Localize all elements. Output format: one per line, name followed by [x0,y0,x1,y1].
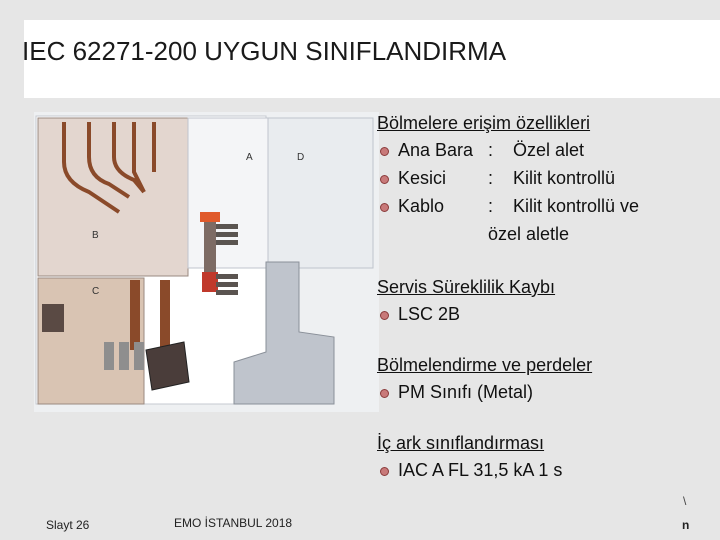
item-text: IAC A FL 31,5 kA 1 s [398,460,563,480]
list-item [377,378,592,406]
iac-heading: İç ark sınıflandırması [377,433,545,453]
earthing-switch [42,304,64,332]
item-value: Kilit kontrollü [513,168,616,188]
item-label: Kablo [398,196,445,216]
switchgear-cross-section-figure [34,112,379,412]
item-separator: : [488,140,494,160]
compartment-label-a: A [246,152,253,163]
partition-section [377,352,592,406]
footer-right-text: n [682,518,690,532]
voltage-transformer [146,342,189,390]
partition-heading: Bölmelendirme ve perdeler [377,355,593,375]
list-item [377,456,563,484]
item-value: Kilit kontrollü ve [513,196,640,216]
list-item [377,164,616,192]
bullet-icon [380,175,389,184]
access-section [377,110,640,248]
access-heading: Bölmelere erişim özellikleri [377,113,591,133]
bullet-icon [380,147,389,156]
list-item-continuation [377,220,590,248]
list-item [377,300,555,328]
compartment-label-c: C [92,286,100,297]
item-separator: : [488,196,494,216]
footer-organization: EMO İSTANBUL 2018 [174,516,293,530]
item-text: PM Sınıfı (Metal) [398,382,534,402]
list-item [377,192,640,220]
item-label: Ana Bara [398,140,474,160]
bullet-icon [380,311,389,320]
corner-mark: \ [683,494,687,508]
lsc-heading: Servis Süreklilik Kaybı [377,277,556,297]
current-transformers [104,342,144,370]
list-item [377,136,590,164]
compartment-label-d: D [297,152,305,163]
item-label: Kesici [398,168,447,188]
item-value-continuation: özel aletle [488,224,570,244]
slide-number: Slayt 26 [46,518,90,532]
bullet-icon [380,389,389,398]
iac-section [377,430,563,484]
item-value: Özel alet [513,140,585,160]
compartment-label-b: B [92,230,99,241]
slide-title: IEC 62271-200 UYGUN SINIFLANDIRMA [22,36,507,66]
bullet-icon [380,203,389,212]
item-text: LSC 2B [398,304,461,324]
item-separator: : [488,168,494,188]
bullet-icon [380,467,389,476]
lsc-section [377,274,555,328]
